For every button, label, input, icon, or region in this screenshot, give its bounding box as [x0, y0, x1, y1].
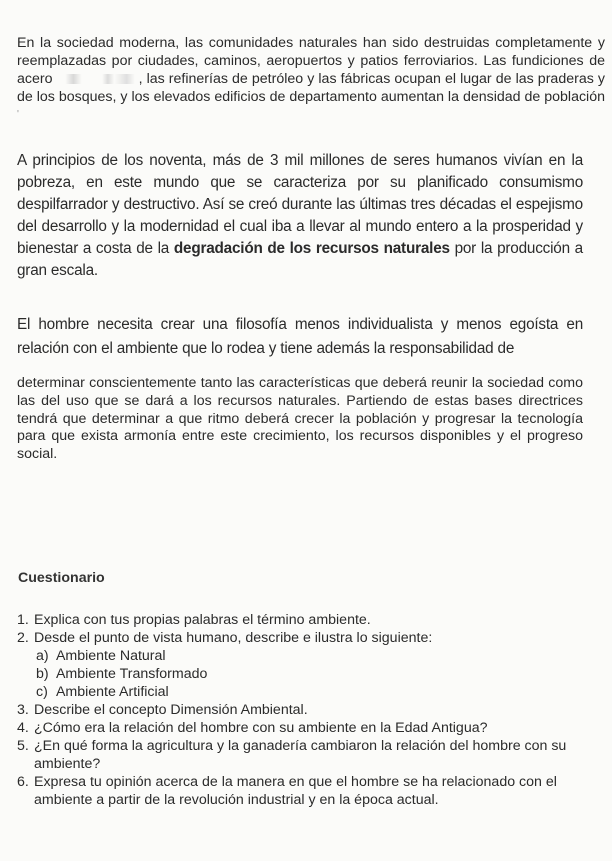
question-item	[17, 611, 587, 629]
paragraph-text: , las refinerías de petróleo y las fábricas ocupan el lugar de las praderas y de los bosques, y los elevados edificios de departamento aumentan la densidad de población	[17, 71, 605, 105]
question-item	[17, 719, 587, 737]
question-number: 5.	[17, 738, 29, 754]
question-text: Desde el punto de vista humano, describe e ilustra lo siguiente:	[34, 630, 433, 646]
question-item	[17, 773, 587, 809]
paragraph-determine: determinar conscientemente tanto las características que deberá reunir la sociedad como las del uso que se dará a los recursos naturales. Partiendo de estas bases directrices tendrá que determinar a que ritmo deberá crecer la población y progresar la tecnología para que exista armonía entre este crecimiento, los recursos disponibles y el progreso social.	[17, 375, 583, 463]
sub-question-item	[17, 683, 587, 701]
sub-question-letter: a)	[36, 648, 49, 664]
question-text: Expresa tu opinión acerca de la manera en que el hombre se ha relacionado con el ambiente a partir de la revolución industrial y en la época actual.	[34, 774, 557, 808]
paragraph-text: En la sociedad moderna, las comunidades naturales han sido destruidas completamente y reemplazadas por ciudades, caminos, aeropuertos y patios ferroviarios. Las fundiciones de acero	[17, 35, 605, 87]
paragraph-philosophy: El hombre necesita crear una filosofía menos individualista y menos egoísta en relación con el ambiente que lo rodea y tiene además la responsabilidad de	[17, 316, 583, 357]
question-number: 1.	[17, 612, 29, 628]
sub-question-text: Ambiente Transformado	[55, 666, 208, 682]
sub-question-letter: c)	[36, 684, 48, 700]
question-text: Describe el concepto Dimensión Ambiental.	[34, 702, 308, 718]
sub-question-text: Ambiente Natural	[55, 648, 166, 664]
question-number: 3.	[17, 702, 29, 718]
stray-mark: '	[17, 109, 19, 120]
paragraph-text: A principios de los noventa, más de 3 mil millones de seres humanos vivían en la pobreza, en este mundo que se caracteriza por su planificado consumismo despilfarrador y destructivo. Así se creó durante las últimas tres décadas el espejismo del desarrollo y la modernidad el cual iba a llevar al mundo entero a la prosperidad y bienestar a costa de la	[17, 152, 583, 257]
sub-question-item	[17, 647, 587, 665]
sub-question-item	[17, 665, 587, 683]
questionnaire-heading: Cuestionario	[18, 570, 105, 586]
question-item	[17, 737, 587, 773]
question-item	[17, 701, 587, 719]
paragraph-modern-society	[17, 34, 605, 124]
question-number: 6.	[17, 774, 29, 790]
sub-question-text: Ambiente Artificial	[55, 684, 169, 700]
question-number: 4.	[17, 720, 29, 736]
paragraph-text: por la producción a gran escala.	[17, 240, 583, 279]
sub-question-letter: b)	[36, 666, 49, 682]
question-text: Explica con tus propias palabras el término ambiente.	[34, 612, 371, 628]
question-text: ¿En qué forma la agricultura y la ganadería cambiaron la relación del hombre con su ambiente?	[34, 738, 567, 772]
illegible-smudge	[57, 74, 139, 84]
bold-phrase: degradación de los recursos naturales	[173, 240, 450, 257]
question-list	[17, 611, 587, 809]
question-number: 2.	[17, 630, 29, 646]
paragraph-nineties	[17, 150, 583, 282]
question-item	[17, 629, 587, 647]
question-text: ¿Cómo era la relación del hombre con su ambiente en la Edad Antigua?	[34, 720, 488, 736]
